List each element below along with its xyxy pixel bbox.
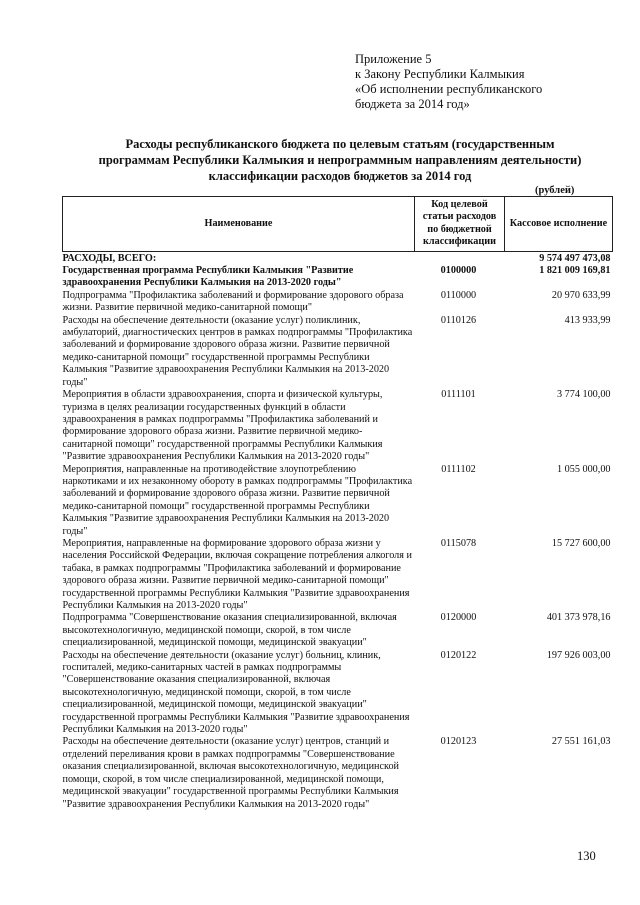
title-line: Расходы республиканского бюджета по целевым статьям (государственным: [125, 137, 555, 151]
header-code: Код целевой статьи расходов по бюджетной классификации: [415, 197, 505, 252]
table-header-row: [63, 197, 613, 252]
appendix-line: к Закону Республики Калмыкия: [355, 67, 525, 81]
appendix-line: «Об исполнении республиканского: [355, 82, 543, 96]
row-name: Подпрограмма "Профилактика заболеваний и формирование здорового образа жизни. Развитие первичной медико-санитарной помощи": [62, 289, 404, 314]
row-code: 0120123: [440, 736, 477, 748]
table-row: [63, 315, 613, 389]
row-code: 0115078: [440, 537, 477, 549]
row-code: 0111102: [441, 463, 476, 475]
row-amount: 15 727 600,00: [551, 537, 611, 549]
row-amount: 401 373 978,16: [546, 612, 611, 624]
row-name: Расходы на обеспечение деятельности (оказание услуг) больниц, клиник, госпиталей, медико-санитарных частей в рамках подпрограммы "Совершенствование оказания специализированной, включая высокотехнологичную, медицинской помощи, скорой, в том числе специализированной, медицинской помощи, медицинской эвакуации" государственной программы Республики Калмыкия "Развитие здравоохранения Республики Калмыкия на 2013-2020 годы": [62, 649, 410, 736]
table-row: [63, 389, 613, 463]
row-amount: 1 055 000,00: [557, 463, 611, 475]
row-amount: 1 821 009 169,81: [539, 265, 611, 277]
row-code: 0110126: [440, 314, 477, 326]
table-row: [63, 251, 613, 265]
table-row: [63, 265, 613, 290]
table-row: [63, 538, 613, 612]
page-number: 130: [577, 849, 596, 863]
document-title: [70, 136, 610, 184]
row-name: Мероприятия в области здравоохранения, спорта и физической культуры, туризма в целях реализации государственных функций в области здравоохранения в рамках подпрограммы "Профилактика заболеваний и формирование здорового образа жизни. Развитие первичной медико-санитарной помощи" государственной программы Республики Калмыкия "Развитие здравоохранения Республики Калмыкия на 2013-2020 годы": [62, 389, 383, 463]
row-amount: 27 551 161,03: [551, 736, 611, 748]
row-amount: 197 926 003,00: [546, 649, 611, 661]
row-name: Мероприятия, направленные на противодействие злоупотреблению наркотиками и их незаконному обороту в рамках подпрограммы "Профилактика заболеваний и формирование здорового образа жизни. Развитие первичной медико-санитарной помощи" государственной программы Республики Калмыкия "Развитие здравоохранения Республики Калмыкия на 2013-2020 годы": [62, 463, 413, 537]
row-amount: 3 774 100,00: [557, 389, 611, 401]
row-amount: 413 933,99: [564, 314, 611, 326]
units-label: (рублей): [535, 185, 575, 196]
table-body: [63, 251, 613, 811]
row-code: [415, 251, 505, 265]
row-name: РАСХОДЫ, ВСЕГО:: [62, 252, 157, 264]
row-name: Подпрограмма "Совершенствование оказания специализированной, включая высокотехнологичную, медицинской помощи, скорой, в том числе специализированной, медицинской помощи, медицинской эвакуации": [62, 612, 397, 649]
title-line: классификации расходов бюджетов за 2014 год: [208, 169, 472, 183]
row-name: Государственная программа Республики Калмыкия "Развитие здравоохранения Республики Калмыкия на 2013-2020 годы": [62, 265, 354, 289]
table-row: [63, 612, 613, 649]
title-line: программам Республики Калмыкия и непрограммным направлениям деятельности): [98, 153, 582, 167]
row-code: 0120000: [440, 612, 477, 624]
row-code: 0120122: [440, 649, 477, 661]
row-amount: 20 970 633,99: [551, 289, 611, 301]
row-name: Мероприятия, направленные на формирование здорового образа жизни у населения Российской Федерации, включая сокращение потребления алкоголя и табака, в рамках подпрограммы "Профилактика заболеваний и формирование здорового образа жизни. Развитие первичной медико-санитарной помощи" государственной программы Республики Калмыкия "Развитие здравоохранения Республики Калмыкия на 2013-2020 годы": [62, 537, 412, 611]
row-name: Расходы на обеспечение деятельности (оказание услуг) поликлиник, амбулаторий, диагностических центров в рамках подпрограммы "Профилактика заболеваний и формирование здорового образа жизни. Развитие первичной медико-санитарной помощи" государственной программы Республики Калмыкия "Развитие здравоохранения Республики Калмыкия на 2013-2020 годы": [62, 314, 413, 388]
header-name: Наименование: [63, 197, 415, 252]
row-code: 0110000: [440, 289, 477, 301]
budget-table: [62, 196, 613, 811]
row-code: 0111101: [441, 389, 476, 401]
row-amount: 9 574 497 473,08: [539, 252, 611, 264]
table-row: [63, 290, 613, 315]
table-row: [63, 464, 613, 538]
appendix-note: [355, 52, 542, 112]
row-name: Расходы на обеспечение деятельности (оказание услуг) центров, станций и отделений переливания крови в рамках подпрограммы "Совершенствование оказания специализированной, включая высокотехнологичную, медицинской помощи, скорой, в том числе специализированной, медицинской помощи, медицинской эвакуации" государственной программы Республики Калмыкия "Развитие здравоохранения Республики Калмыкия на 2013-2020 годы": [62, 736, 399, 810]
table-row: [63, 736, 613, 810]
appendix-line: бюджета за 2014 год»: [355, 97, 470, 111]
header-amount: Кассовое исполнение: [505, 197, 613, 252]
appendix-line: Приложение 5: [355, 52, 432, 66]
row-code: 0100000: [440, 265, 477, 277]
table-row: [63, 650, 613, 737]
